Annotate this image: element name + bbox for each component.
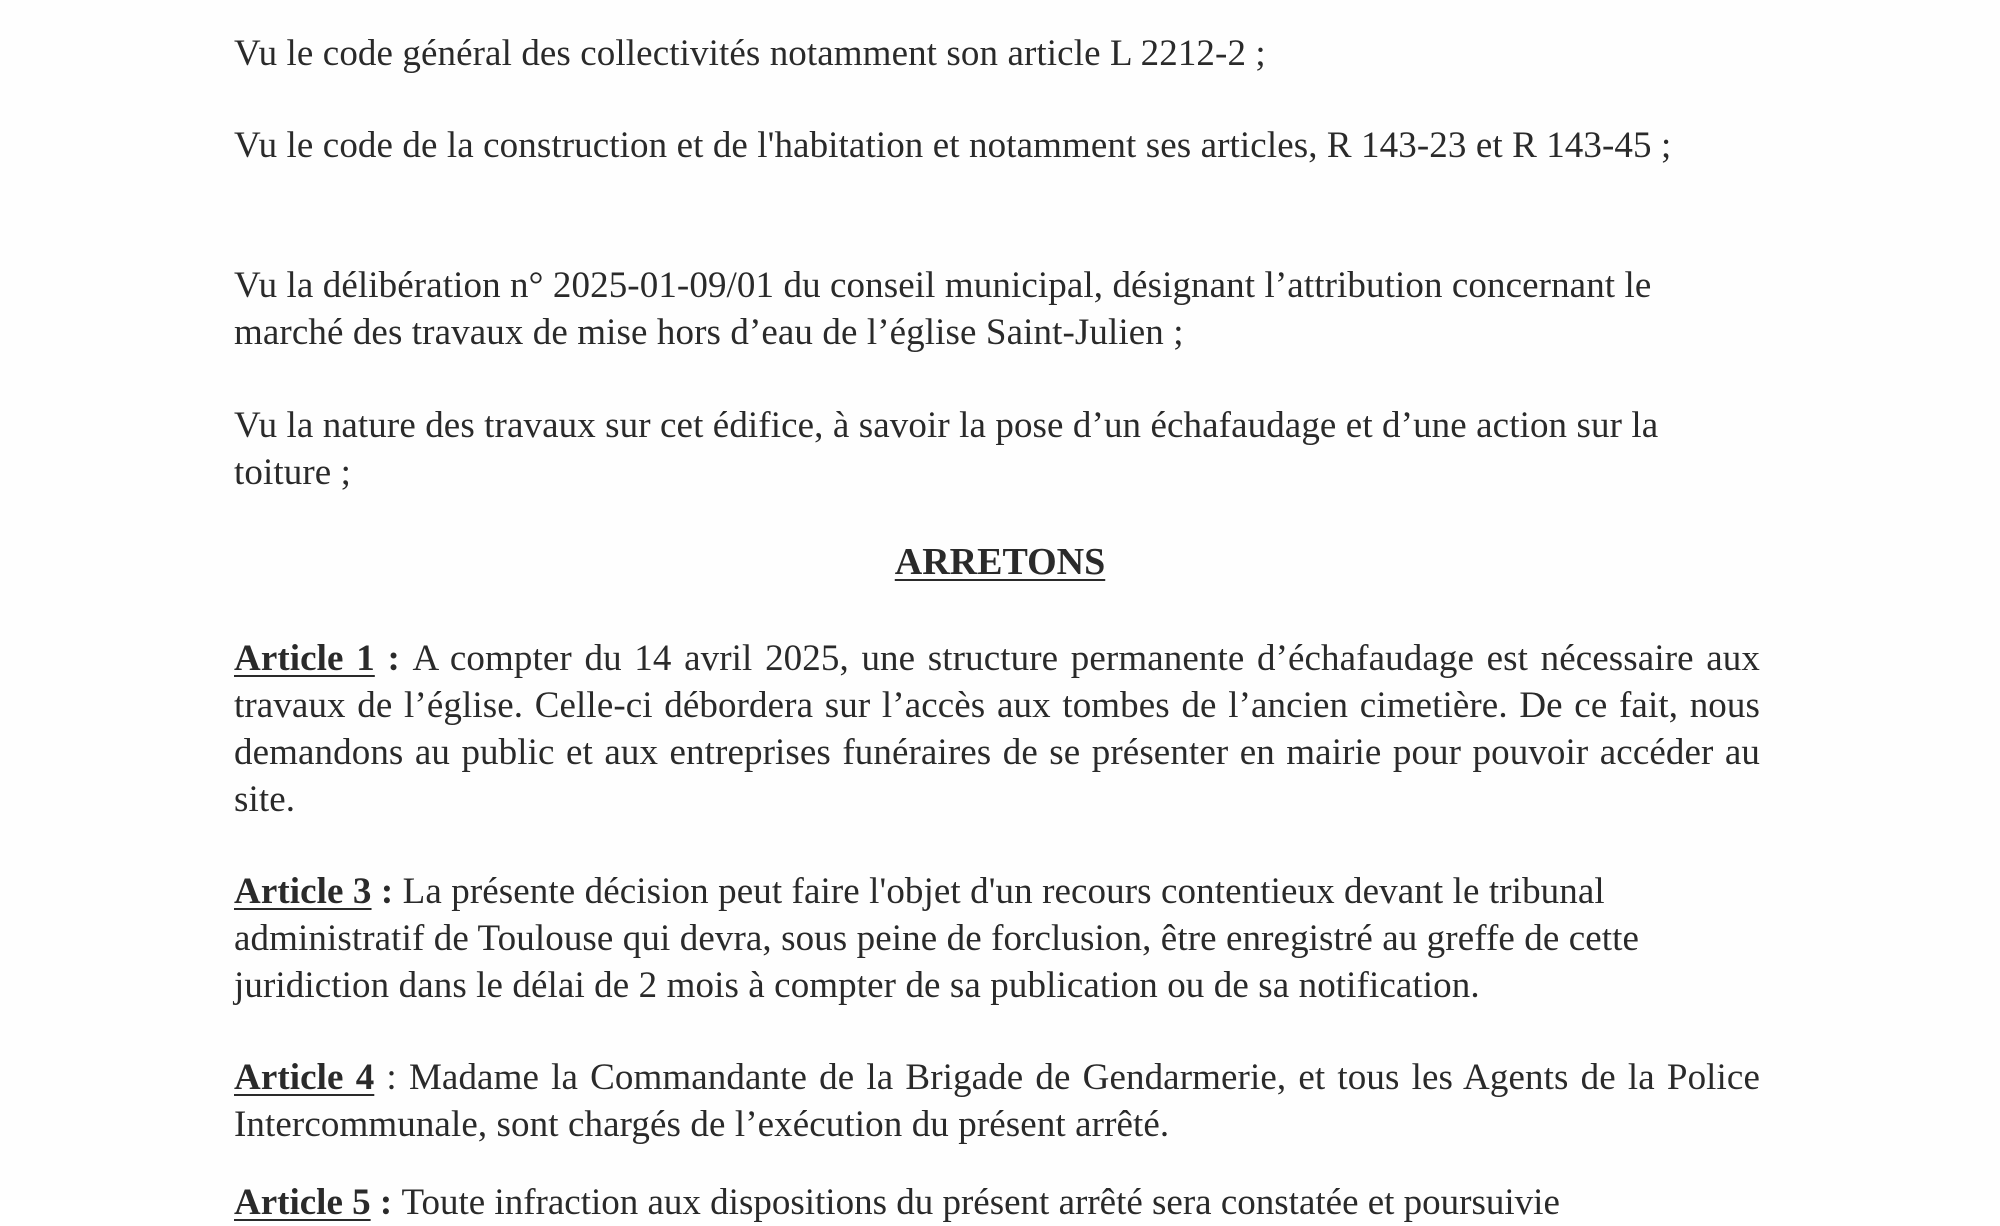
article-separator: : [374,638,413,679]
article-separator: : [370,1182,402,1223]
article-paragraph-partial [234,1182,1760,1223]
consideration-paragraph: Vu le code de la construction et de l'habitation et notamment ses articles, R 143-23 et R 143-45 ; [234,125,1672,166]
article-text: La présente décision peut faire l'objet d'un recours contentieux devant le tribunal administratif de Toulouse qui devra, sous peine de forclusion, être enregistré au greffe de cette juridiction dans le délai de 2 mois à compter de sa publication ou de sa notification. [234,871,1640,1006]
consideration-paragraph: Vu le code général des collectivités notamment son article L 2212-2 ; [234,33,1266,74]
heading-text: ARRETONS [894,541,1106,583]
article-label: Article 5 [234,1182,371,1223]
article-paragraph [234,1054,1760,1148]
article-separator: : [371,871,403,912]
article-separator: : [374,1057,409,1098]
article-text: Toute infraction aux dispositions du présent arrêté sera constatée et poursuivie [401,1182,1560,1223]
article-label: Article 4 [234,1057,375,1098]
consideration-paragraph: Vu la nature des travaux sur cet édifice, à savoir la pose d’un échafaudage et d’une action sur la toiture ; [234,405,1659,493]
article-text: A compter du 14 avril 2025, une structure permanente d’échafaudage est nécessaire aux travaux de l’église. Celle-ci débordera sur l’accès aux tombes de l’ancien cimetière. De ce fait, nous demandons au public et aux entreprises funéraires de se présenter en mairie pour pouvoir accéder au site. [234,638,1760,820]
article-label: Article 3 [234,871,372,912]
article-text: Madame la Commandante de la Brigade de Gendarmerie, et tous les Agents de la Police Intercommunale, sont chargés de l’exécution du présent arrêté. [234,1057,1760,1145]
decision-heading [0,538,2000,586]
article-paragraph [234,635,1760,823]
article-label: Article 1 [234,638,375,679]
consideration-paragraph: Vu la délibération n° 2025-01-09/01 du conseil municipal, désignant l’attribution concernant le marché des travaux de mise hors d’eau de l’église Saint-Julien ; [234,265,1652,353]
article-paragraph [234,868,1754,1009]
